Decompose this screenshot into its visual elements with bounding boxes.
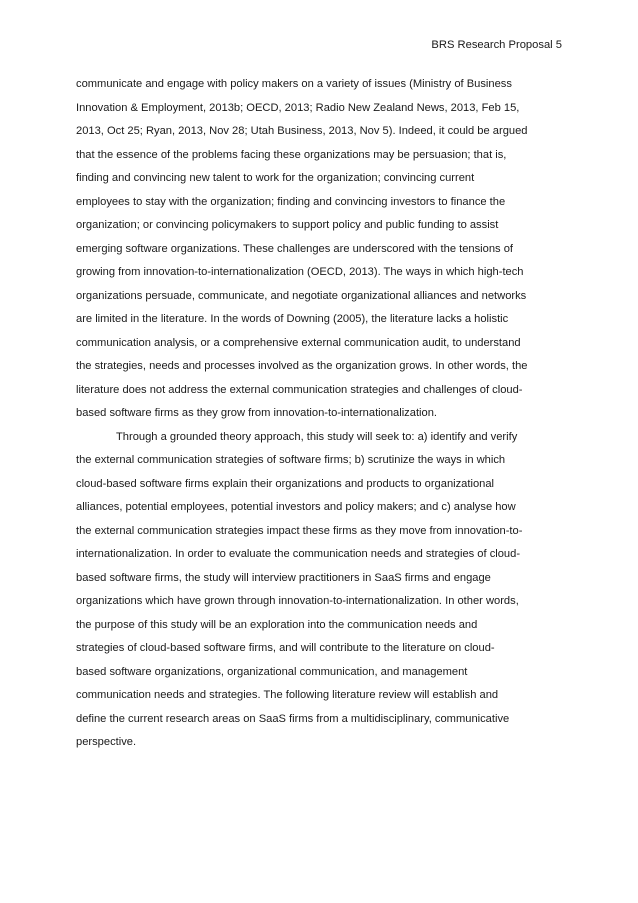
paragraph-2-line: based software organizations, organizational communication, and management xyxy=(76,665,468,678)
paragraph-2-line: define the current research areas on SaaS firms from a multidisciplinary, communicative xyxy=(76,712,510,725)
paragraph-2-line: strategies of cloud-based software firms, and will contribute to the literature on cloud- xyxy=(76,642,495,654)
paragraph-1-line: communicate and engage with policy makers on a variety of issues (Ministry of Business xyxy=(76,78,512,90)
paragraph-1-line: literature does not address the external communication strategies and challenges of cloud- xyxy=(76,383,523,396)
paragraph-2-line: perspective. xyxy=(76,736,137,748)
paragraph-2-line: cloud-based software firms explain their organizations and products to organizational xyxy=(76,477,495,490)
paragraph-1-line: communication analysis, or a comprehensive external communication audit, to understand xyxy=(76,336,521,349)
paragraph-2-line: the external communication strategies of software firms; b) scrutinize the ways in which xyxy=(76,454,506,466)
paragraph-2-line: alliances, potential employees, potential investors and policy makers; and c) analyse how xyxy=(76,501,516,513)
paragraph-1-line: employees to stay with the organization; finding and convincing investors to finance the xyxy=(76,195,506,208)
paragraph-1-line: based software firms as they grow from innovation-to-internationalization. xyxy=(76,407,438,419)
paragraph-1-line: organizations persuade, communicate, and negotiate organizational alliances and networks xyxy=(76,289,527,302)
paragraph-2-line: the purpose of this study will be an exploration into the communication needs and xyxy=(76,618,478,631)
paragraph-1-line: Innovation & Employment, 2013b; OECD, 2013; Radio New Zealand News, 2013, Feb 15, xyxy=(76,101,520,114)
paragraph-2-line: based software firms, the study will interview practitioners in SaaS firms and engage xyxy=(76,571,491,584)
paragraph-2-line: communication needs and strategies. The following literature review will establish and xyxy=(76,689,499,701)
paragraph-1-line: emerging software organizations. These challenges are underscored with the tensions of xyxy=(76,242,514,255)
body-text xyxy=(76,73,562,755)
paragraph-1-line: finding and convincing new talent to work for the organization; convincing current xyxy=(76,172,475,184)
paragraph-2-line: the external communication strategies impact these firms as they move from innovation-to- xyxy=(76,524,523,537)
paragraph-1-line: organization; or convincing policymakers to support policy and public funding to assist xyxy=(76,219,499,231)
running-header: BRS Research Proposal 5 xyxy=(431,39,562,51)
paragraph-2-first-line: Through a grounded theory approach, this study will seek to: a) identify and verify xyxy=(116,430,518,443)
paragraph-2-line: internationalization. In order to evaluate the communication needs and strategies of cloud- xyxy=(76,548,521,560)
paragraph-1-line: that the essence of the problems facing these organizations may be persuasion; that is, xyxy=(76,148,507,161)
paragraph-1-line: are limited in the literature. In the words of Downing (2005), the literature lacks a holistic xyxy=(76,313,509,325)
paragraph-1-line: 2013, Oct 25; Ryan, 2013, Nov 28; Utah Business, 2013, Nov 5). Indeed, it could be argued xyxy=(76,125,528,137)
paragraph-2-line: organizations which have grown through innovation-to-internationalization. In other words, xyxy=(76,595,519,607)
paragraph-1-line: growing from innovation-to-internationalization (OECD, 2013). The ways in which high-tech xyxy=(76,266,524,278)
paragraph-1-line: the strategies, needs and processes involved as the organization grows. In other words, the xyxy=(76,360,528,372)
